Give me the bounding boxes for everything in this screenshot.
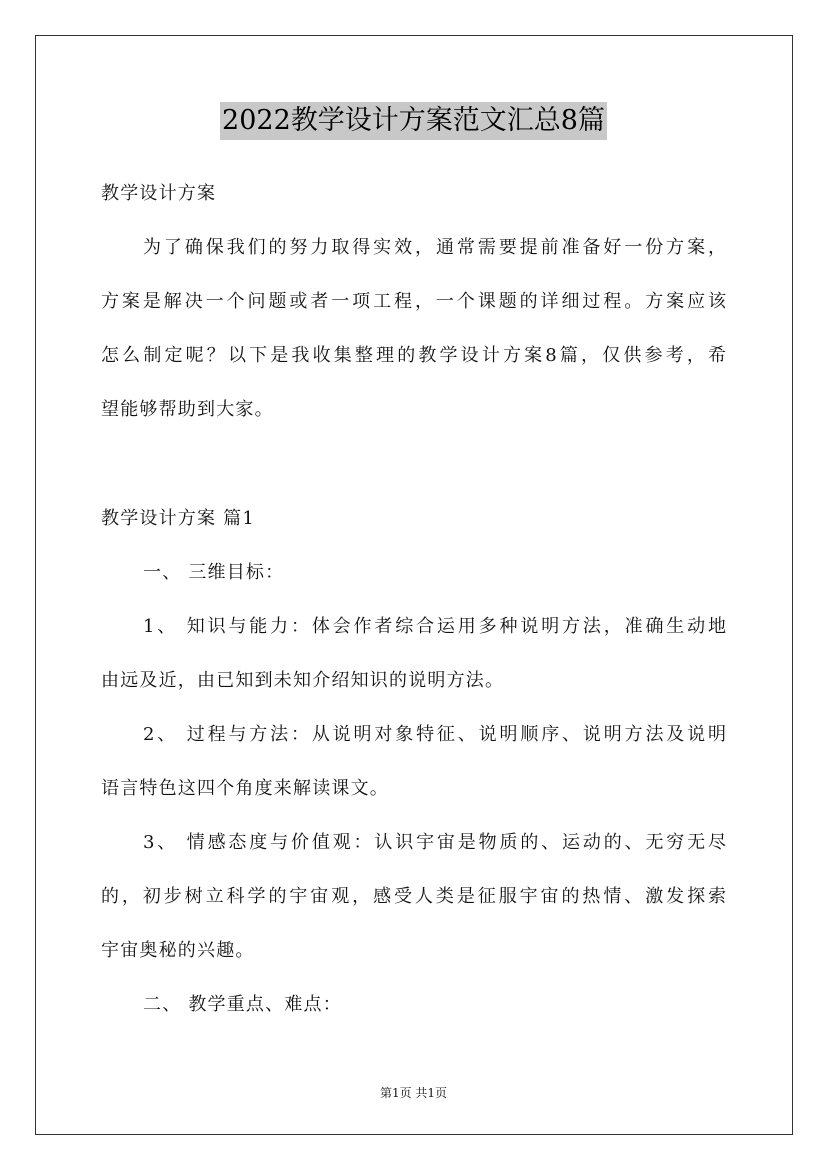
paragraph-line: 3、 情感态度与价值观：认识宇宙是物质的、运动的、无穷无尽 — [143, 832, 726, 853]
list-heading: 二、 教学重点、难点： — [143, 994, 342, 1015]
page-footer: 第1页 共1页 — [379, 1086, 448, 1100]
document-title: 2022教学设计方案范文汇总8篇 — [220, 102, 607, 140]
section-heading: 教学设计方案 篇1 — [101, 508, 255, 529]
paragraph-line: 1、 知识与能力：体会作者综合运用多种说明方法，准确生动地 — [143, 616, 726, 637]
paragraph-line: 语言特色这四个角度来解读课文。 — [101, 778, 389, 799]
section-heading: 教学设计方案 — [101, 183, 217, 204]
paragraph-line: 宇宙奥秘的兴趣。 — [101, 940, 255, 961]
title-container — [0, 102, 827, 140]
paragraph-line: 由远及近，由已知到未知介绍知识的说明方法。 — [101, 670, 505, 691]
paragraph-line: 望能够帮助到大家。 — [101, 399, 274, 420]
paragraph-line: 怎么制定呢？以下是我收集整理的教学设计方案8篇，仅供参考，希 — [101, 345, 726, 366]
list-heading: 一、 三维目标： — [143, 562, 285, 583]
paragraph-line: 方案是解决一个问题或者一项工程，一个课题的详细过程。方案应该 — [101, 291, 726, 312]
paragraph-line: 为了确保我们的努力取得实效，通常需要提前准备好一份方案， — [143, 237, 726, 258]
paragraph-line: 的，初步树立科学的宇宙观，感受人类是征服宇宙的热情、激发探索 — [101, 886, 726, 907]
paragraph-line: 2、 过程与方法：从说明对象特征、说明顺序、说明方法及说明 — [143, 724, 726, 745]
